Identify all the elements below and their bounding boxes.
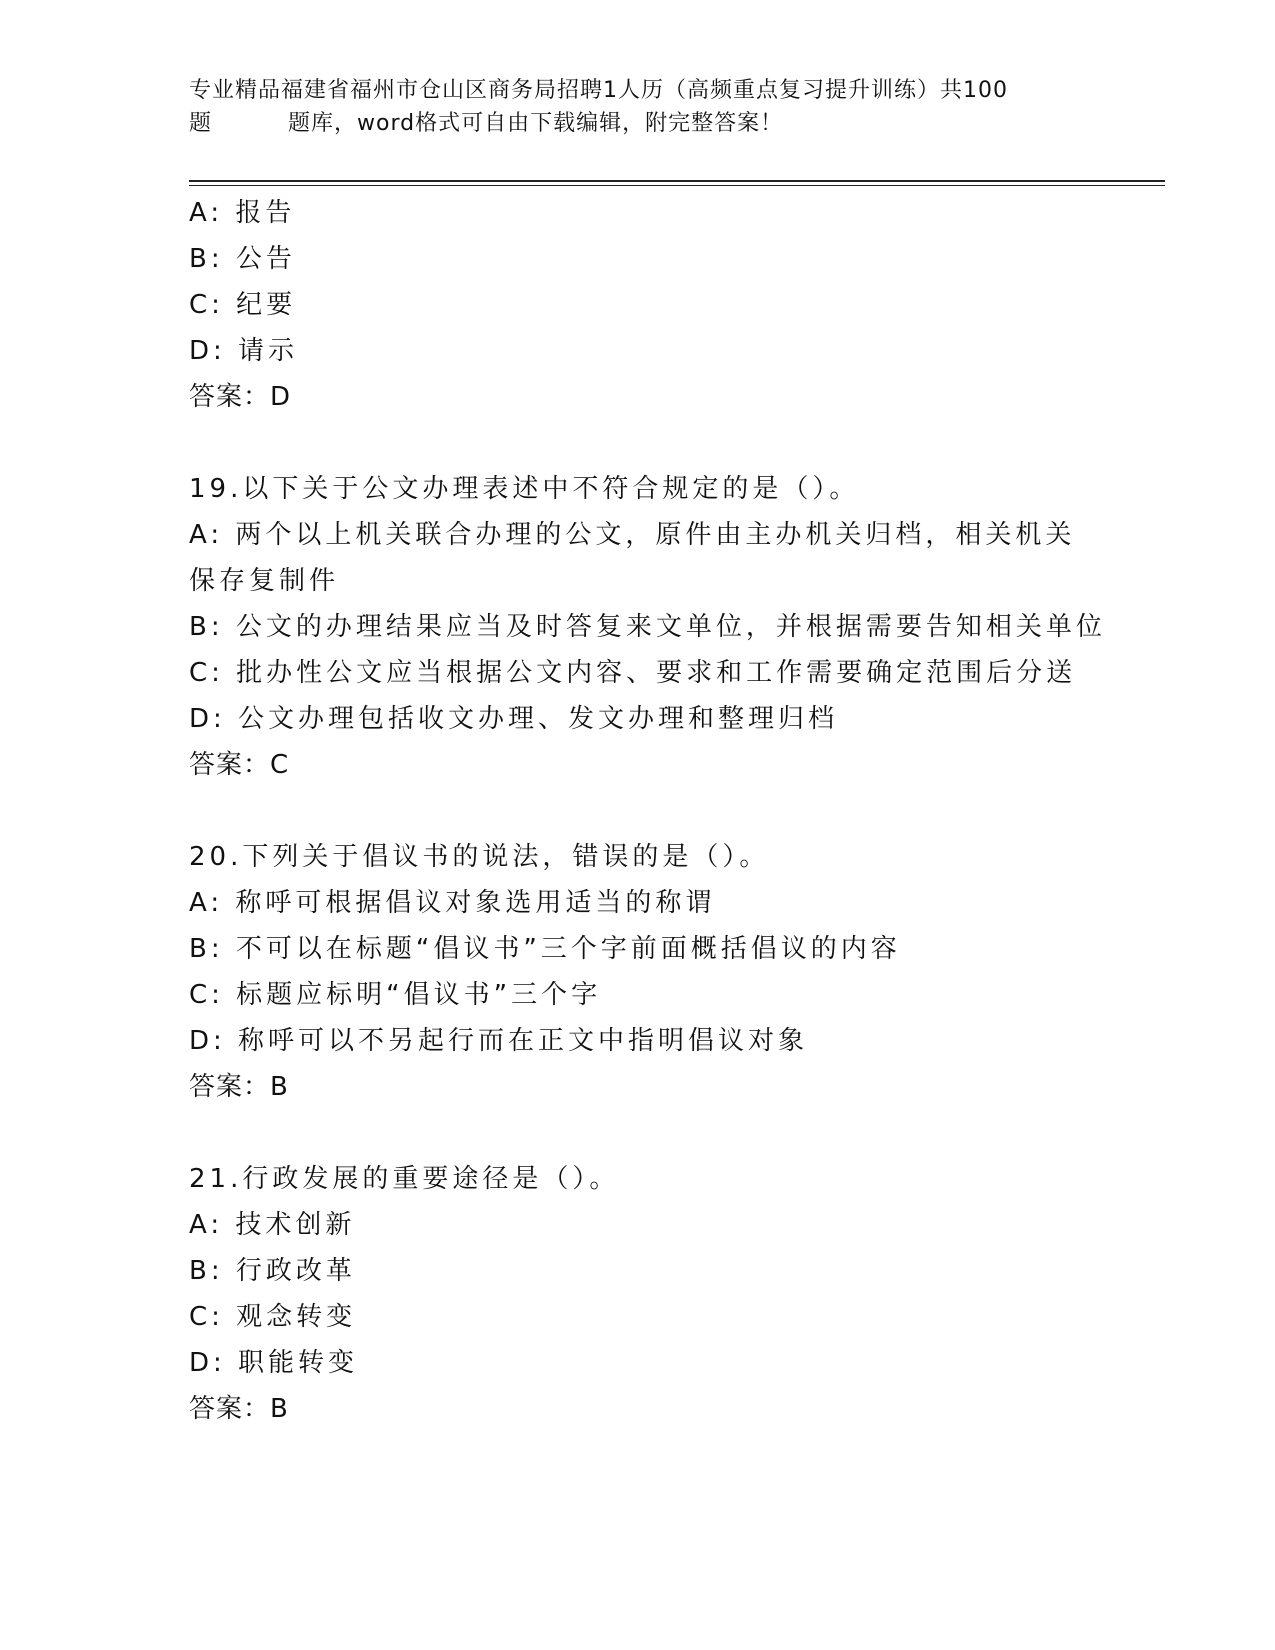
option-d: D: 职能转变 <box>189 1348 359 1378</box>
question-20 <box>189 834 1139 1110</box>
option-b: B: 公文的办理结果应当及时答复来文单位，并根据需要告知相关单位 <box>189 612 1106 642</box>
question-18-options <box>189 190 1139 420</box>
option-c: C: 标题应标明“倡议书”三个字 <box>189 980 602 1010</box>
option-b: B: 不可以在标题“倡议书”三个字前面概括倡议的内容 <box>189 934 901 964</box>
answer: 答案：B <box>189 1072 289 1102</box>
option-d: D: 请示 <box>189 336 299 366</box>
question-text: 19.以下关于公文办理表述中不符合规定的是（）。 <box>189 474 860 504</box>
question-list <box>189 190 1139 1432</box>
option-a: A: 报告 <box>189 198 296 228</box>
header-line-2-start: 题 <box>189 111 213 136</box>
answer: 答案：C <box>189 750 290 780</box>
option-d: D: 公文办理包括收文办理、发文办理和整理归档 <box>189 704 839 734</box>
header-line-1: 专业精品福建省福州市仓山区商务局招聘1人历（高频重点复习提升训练）共100 <box>189 78 1008 103</box>
document-header <box>189 74 1089 140</box>
question-text: 20.下列关于倡议书的说法，错误的是（）。 <box>189 842 770 872</box>
header-line-2 <box>189 107 1089 140</box>
option-d: D: 称呼可以不另起行而在正文中指明倡议对象 <box>189 1026 809 1056</box>
answer: 答案：D <box>189 382 292 412</box>
header-divider-thin <box>189 185 1165 186</box>
option-c: C: 批办性公文应当根据公文内容、要求和工作需要确定范围后分送 <box>189 658 1077 688</box>
option-a: A: 两个以上机关联合办理的公文，原件由主办机关归档，相关机关保存复制件 <box>189 520 1076 596</box>
question-21 <box>189 1156 1139 1432</box>
option-a: A: 称呼可根据倡议对象选用适当的称谓 <box>189 888 716 918</box>
option-c: C: 观念转变 <box>189 1302 357 1332</box>
option-b: B: 行政改革 <box>189 1256 356 1286</box>
question-text: 21.行政发展的重要途径是（）。 <box>189 1164 620 1194</box>
header-divider-thick <box>189 180 1165 182</box>
option-a: A: 技术创新 <box>189 1210 356 1240</box>
header-line-2-rest: 题库，word格式可自由下载编辑，附完整答案！ <box>288 111 784 136</box>
option-b: B: 公告 <box>189 244 296 274</box>
answer: 答案：B <box>189 1394 289 1424</box>
option-c: C: 纪要 <box>189 290 297 320</box>
question-19 <box>189 466 1139 788</box>
